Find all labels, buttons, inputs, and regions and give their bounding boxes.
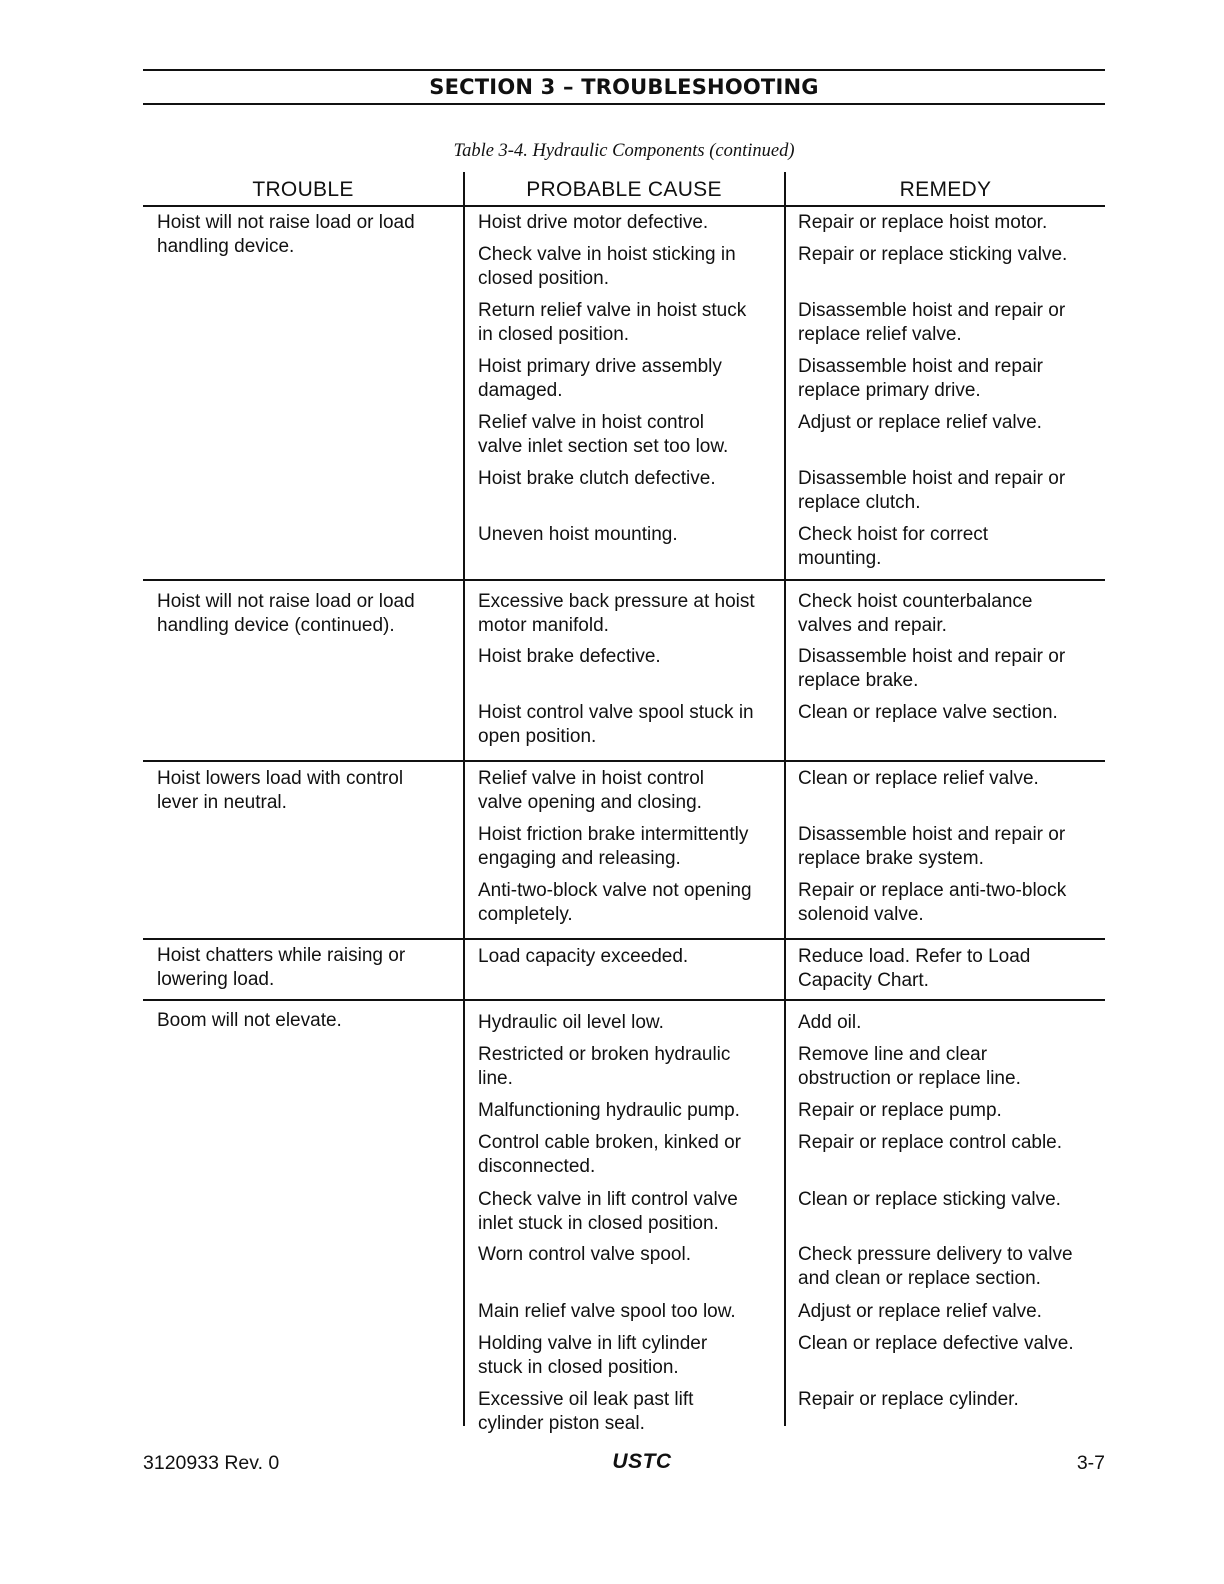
header-rule [143, 205, 1105, 207]
remedy-cell: Disassemble hoist and repair or replace relief valve. [798, 300, 1066, 345]
remedy-cell: Clean or replace defective valve. [798, 1333, 1074, 1354]
column-divider-1 [463, 172, 465, 1426]
cause-cell: Check valve in lift control valve inlet stuck in closed position. [478, 1189, 738, 1234]
cause-cell: Hoist friction brake intermittently engaging and releasing. [478, 824, 749, 869]
remedy-cell: Repair or replace cylinder. [798, 1389, 1019, 1410]
footer-logo: USTC [612, 1450, 672, 1473]
remedy-cell: Adjust or replace relief valve. [798, 412, 1042, 433]
cause-cell: Excessive back pressure at hoist motor manifold. [478, 591, 755, 636]
remedy-cell: Clean or replace sticking valve. [798, 1189, 1061, 1210]
cause-cell: Relief valve in hoist control valve inlet section set too low. [478, 412, 729, 457]
cause-cell: Relief valve in hoist control valve opening and closing. [478, 768, 704, 813]
group-divider [143, 938, 1105, 940]
column-header-probable-cause: PROBABLE CAUSE [526, 178, 722, 201]
remedy-cell: Check hoist counterbalance valves and repair. [798, 591, 1033, 636]
remedy-cell: Repair or replace sticking valve. [798, 244, 1068, 265]
group-divider [143, 999, 1105, 1001]
trouble-cell: Hoist will not raise load or load handling device (continued). [157, 591, 415, 636]
trouble-cell: Boom will not elevate. [157, 1010, 342, 1031]
cause-cell: Hoist primary drive assembly damaged. [478, 356, 722, 401]
table-caption: Table 3-4. Hydraulic Components (continued) [453, 141, 795, 161]
cause-cell: Uneven hoist mounting. [478, 524, 678, 545]
trouble-cell: Hoist will not raise load or load handling device. [157, 212, 415, 257]
cause-cell: Main relief valve spool too low. [478, 1301, 736, 1322]
cause-cell: Return relief valve in hoist stuck in closed position. [478, 300, 747, 345]
remedy-cell: Check hoist for correct mounting. [798, 524, 989, 569]
cause-cell: Hydraulic oil level low. [478, 1012, 664, 1033]
remedy-cell: Check pressure delivery to valve and clean or replace section. [798, 1244, 1073, 1289]
cause-cell: Hoist control valve spool stuck in open position. [478, 702, 754, 747]
column-divider-2 [784, 172, 786, 1426]
cause-cell: Hoist drive motor defective. [478, 212, 709, 233]
remedy-cell: Disassemble hoist and repair or replace clutch. [798, 468, 1066, 513]
column-header-remedy: REMEDY [899, 178, 992, 201]
cause-cell: Hoist brake defective. [478, 646, 661, 667]
cause-cell: Load capacity exceeded. [478, 946, 689, 967]
remedy-cell: Clean or replace relief valve. [798, 768, 1039, 789]
cause-cell: Malfunctioning hydraulic pump. [478, 1100, 740, 1121]
remedy-cell: Repair or replace anti-two-block solenoid valve. [798, 880, 1067, 925]
cause-cell: Hoist brake clutch defective. [478, 468, 716, 489]
cause-cell: Control cable broken, kinked or disconnected. [478, 1132, 741, 1177]
cause-cell: Restricted or broken hydraulic line. [478, 1044, 731, 1089]
trouble-cell: Hoist chatters while raising or lowering load. [157, 945, 406, 990]
footer-doc-number: 3120933 Rev. 0 [143, 1452, 280, 1474]
remedy-cell: Remove line and clear obstruction or replace line. [798, 1044, 1021, 1089]
group-divider [143, 579, 1105, 581]
cause-cell: Anti-two-block valve not opening completely. [478, 880, 752, 925]
cause-cell: Worn control valve spool. [478, 1244, 691, 1265]
remedy-cell: Add oil. [798, 1012, 862, 1033]
cause-cell: Check valve in hoist sticking in closed position. [478, 244, 736, 289]
section-title: SECTION 3 – TROUBLESHOOTING [143, 69, 1105, 105]
remedy-cell: Repair or replace pump. [798, 1100, 1002, 1121]
group-divider [143, 760, 1105, 762]
remedy-cell: Repair or replace control cable. [798, 1132, 1063, 1153]
remedy-cell: Disassemble hoist and repair replace primary drive. [798, 356, 1044, 401]
footer-page-number: 3-7 [1076, 1452, 1105, 1474]
remedy-cell: Repair or replace hoist motor. [798, 212, 1048, 233]
remedy-cell: Reduce load. Refer to Load Capacity Chart. [798, 946, 1031, 991]
remedy-cell: Disassemble hoist and repair or replace brake system. [798, 824, 1066, 869]
remedy-cell: Disassemble hoist and repair or replace brake. [798, 646, 1066, 691]
cause-cell: Excessive oil leak past lift cylinder piston seal. [478, 1389, 694, 1434]
column-header-trouble: TROUBLE [252, 178, 354, 201]
remedy-cell: Adjust or replace relief valve. [798, 1301, 1042, 1322]
trouble-cell: Hoist lowers load with control lever in neutral. [157, 768, 404, 813]
remedy-cell: Clean or replace valve section. [798, 702, 1058, 723]
cause-cell: Holding valve in lift cylinder stuck in closed position. [478, 1333, 708, 1378]
